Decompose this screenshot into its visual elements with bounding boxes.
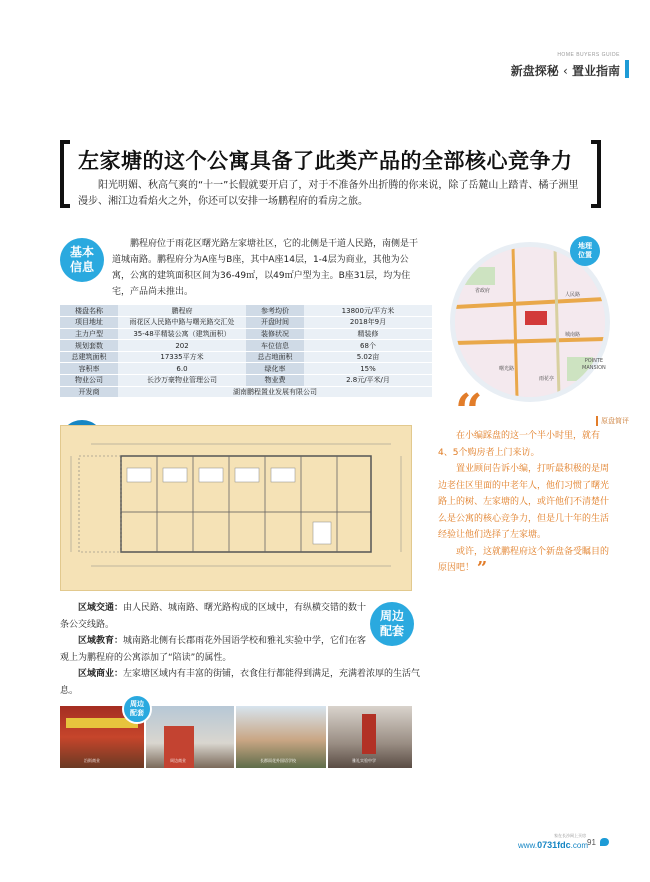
- table-row: [60, 375, 432, 387]
- table-row: [60, 386, 432, 398]
- map-circle: [450, 242, 610, 402]
- map-drawing: [455, 247, 605, 397]
- floor-plan-image: [60, 425, 412, 591]
- table-value: 2018年9月: [304, 317, 432, 329]
- basic-info-badge: [60, 238, 104, 282]
- table-key: 物业公司: [60, 375, 118, 387]
- map-label: 雨花亭: [539, 376, 555, 382]
- commerce-text: 左家塘区域内有丰富的街铺，衣食住行都能得到满足，充满着浓厚的生活气息。: [60, 669, 421, 696]
- table-row: [60, 340, 432, 352]
- table-row: [60, 351, 432, 363]
- title-bracket-left: [60, 140, 70, 208]
- section-label-b: 置业指南: [571, 64, 620, 78]
- table-key: 开盘时间: [246, 317, 304, 329]
- project-info-table: [60, 305, 432, 398]
- table-key: 车位信息: [246, 340, 304, 352]
- table-key: 规划套数: [60, 340, 118, 352]
- badge-line: 周边: [130, 700, 144, 708]
- table-value: 5.02亩: [304, 351, 432, 363]
- photo-caption: 沿街商业: [84, 758, 100, 763]
- photo-caption: 长郡雨花外国语学校: [260, 758, 296, 763]
- section-separator: ‹: [562, 64, 568, 78]
- table-key: 主力户型: [60, 328, 118, 340]
- url-suffix: .com: [570, 841, 588, 850]
- table-row: [60, 305, 432, 317]
- table-value: 雨花区人民路中路与曙光路交汇处: [118, 317, 246, 329]
- review-paragraph: 置业顾问告诉小编，打听最积极的是周边老住区里面的中老年人，他们习惯了曙光路上的树、左家塘的人，或许他们不清楚什么是公寓的核心竞争力，但是几十年的生活经验让他们选择了左家塘。: [438, 464, 610, 540]
- table-key: 项目地址: [60, 317, 118, 329]
- table-value: 13800元/平方米: [304, 305, 432, 317]
- logo-line: POINTE: [584, 358, 604, 364]
- table-value: 15%: [304, 363, 432, 375]
- photo-caption: 周边商业: [170, 758, 186, 763]
- map-label: 城南路: [565, 332, 581, 338]
- map-label: 省政府: [475, 288, 491, 294]
- table-value: 鹏程府: [118, 305, 246, 317]
- table-key: 装修状况: [246, 328, 304, 340]
- guide-label: HOME BUYERS GUIDE: [557, 52, 620, 58]
- badge-line: 信息: [69, 260, 94, 274]
- table-value: 湖南鹏程置业发展有限公司: [118, 386, 432, 398]
- title-bracket-right: [591, 140, 601, 208]
- table-value: 202: [118, 340, 246, 352]
- basic-info-text: 鹏程府位于雨花区曙光路左家塘社区，它的北侧是干道人民路，南侧是干道城南路。鹏程府分为A座与B座，其中A座14层，1-4层为商业，其他为公寓，公寓的建筑面积区间为36-49㎡，以49㎡户型为主。B座31层，均为住宅，产品尚未推出。: [112, 239, 419, 297]
- table-value: 68个: [304, 340, 432, 352]
- traffic-label: 区域交通：: [78, 603, 124, 613]
- photo-caption: 雅礼实验中学: [352, 758, 376, 763]
- commerce-label: 区域商业：: [78, 669, 124, 679]
- review-paragraph: 或许，这就鹏程府这个新盘备受瞩目的原因吧！: [438, 546, 610, 573]
- table-key: 容积率: [60, 363, 118, 375]
- table-key: 楼盘名称: [60, 305, 118, 317]
- review-tag: 原盘简评: [596, 416, 629, 426]
- map-label: 人民路: [565, 292, 581, 298]
- table-value: 6.0: [118, 363, 246, 375]
- table-value: 长沙万豪物业管理公司: [118, 375, 246, 387]
- table-value: 2.8元/平米/月: [304, 375, 432, 387]
- table-value: 17335平方米: [118, 351, 246, 363]
- table-value: 精装修: [304, 328, 432, 340]
- surroundings-badge: [370, 602, 414, 646]
- footer-tagline: 家在长沙网上买房: [554, 833, 586, 838]
- table-key: 参考均价: [246, 305, 304, 317]
- photo-yali-school: [328, 706, 412, 768]
- badge-line: 基本: [69, 245, 94, 259]
- close-quote-icon: ”: [476, 558, 488, 579]
- url-domain: 0731fdc: [537, 840, 571, 850]
- article-title: 左家塘的这个公寓具备了此类产品的全部核心竞争力: [78, 149, 573, 173]
- badge-line: 位置: [578, 251, 592, 259]
- review-text: [438, 428, 610, 578]
- url-prefix: www.: [518, 841, 538, 850]
- photos-badge: [122, 694, 152, 724]
- table-row: [60, 363, 432, 375]
- page-number: 91: [587, 838, 596, 847]
- photo-foreign-language-school: [236, 706, 326, 768]
- table-row: [60, 328, 432, 340]
- education-text: 城南路北侧有长郡雨花外国语学校和雅礼实验中学，它们在客观上为鹏程府的公寓添加了“陪读”的属性。: [60, 636, 367, 663]
- map-label: 曙光路: [499, 366, 515, 372]
- article-lead: 阳光明媚、秋高气爽的“十一”长假就要开启了，对于不准备外出折腾的你来说，除了岳麓山上踏青、橘子洲里漫步、湘江边看焰火之外，你还可以安排一场鹏程府的看房之旅。: [78, 180, 579, 207]
- floor-plan-drawing: [61, 426, 413, 592]
- pointe-mansion-logo: [582, 358, 606, 372]
- logo-line: MANSION: [582, 365, 606, 371]
- photo-commercial: [146, 706, 234, 768]
- badge-line: 地理: [578, 242, 592, 250]
- badge-line: 周边: [379, 609, 404, 623]
- section-label-a: 新盘探秘: [510, 64, 559, 78]
- table-key: 总占地面积: [246, 351, 304, 363]
- review-paragraph: 在小编踩盘的这一个半小时里，就有4、5个购房者上门来访。: [438, 431, 601, 458]
- table-key: 绿化率: [246, 363, 304, 375]
- table-key: 开发商: [60, 386, 118, 398]
- location-badge: [570, 236, 600, 266]
- section-header: [511, 62, 620, 79]
- footer-url[interactable]: [518, 840, 588, 850]
- badge-line: 配套: [379, 624, 404, 638]
- traffic-text: 由人民路、城南路、曙光路构成的区域中，有纵横交错的数十条公交线路。: [60, 603, 367, 630]
- open-quote-icon: “: [455, 384, 483, 440]
- table-key: 物业费: [246, 375, 304, 387]
- page-marker-icon: [600, 838, 609, 846]
- table-row: [60, 317, 432, 329]
- table-value: 35-48平精装公寓（建筑面积）: [118, 328, 246, 340]
- table-key: 总建筑面积: [60, 351, 118, 363]
- badge-line: 配套: [130, 709, 144, 717]
- header-accent-bar: [625, 60, 629, 78]
- education-label: 区域教育：: [78, 636, 124, 646]
